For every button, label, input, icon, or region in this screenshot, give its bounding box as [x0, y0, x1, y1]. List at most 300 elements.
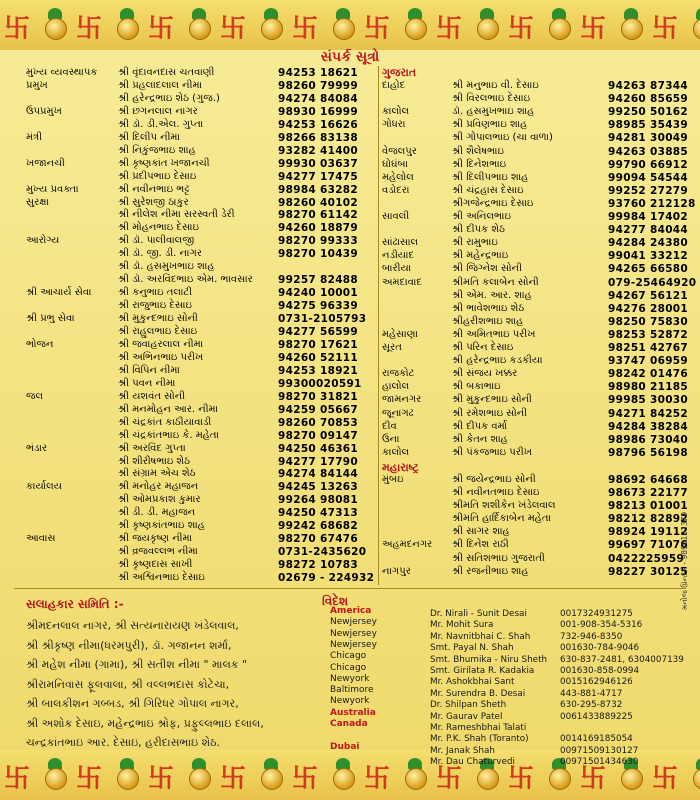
- abroad-name: Dr. Shilpan Sheth: [430, 700, 507, 711]
- contact-name: શ્રી સુરેશજી ઠાકુર: [118, 196, 189, 208]
- abroad-phone: 00971501434630: [560, 757, 639, 768]
- abroad-name: Mr. Dau Chaturvedi: [430, 757, 515, 768]
- contact-name: શ્રી રમેશભાઇ સોની: [452, 407, 528, 419]
- contact-name: શ્રી છગનલાલ નાગર: [118, 105, 198, 117]
- kalash-pot-icon: [621, 18, 643, 40]
- contact-category: વેજલપુર: [382, 145, 417, 157]
- contact-phone: 93760 212128: [608, 197, 696, 210]
- kalash-pot-icon: [405, 18, 427, 40]
- contact-phone: 98980 21185: [608, 381, 689, 394]
- contact-name: શ્રી જયકૃષ્ણ નીમા: [118, 533, 193, 545]
- abroad-name: Smt. Bhumika - Niru Sheth: [430, 654, 548, 665]
- contact-name: શ્રી ચંદ્રકાંત કાઠીયાવાડી: [118, 416, 212, 428]
- contact-name: શ્રી બકાભાઇ: [452, 381, 501, 393]
- contact-category: આવાસ: [26, 533, 56, 545]
- contact-phone: 99264 98081: [278, 494, 359, 507]
- contact-name: શ્રી ચંદ્રકાંતભાઇ કે. મહેતા: [118, 429, 219, 441]
- contact-name: શ્રીહરીશભાઇ શાહ: [452, 315, 524, 327]
- kalash-icon: [114, 756, 140, 790]
- contact-phone: 94263 03885: [608, 145, 689, 158]
- contact-phone: 99252 27279: [608, 184, 689, 197]
- contact-name: શ્રી મનુભાઇ વી. દેસાઇ: [452, 80, 539, 91]
- contact-name: શ્રી સંજય ખક્કર: [452, 368, 518, 380]
- contact-name: શ્રી રાજુભાઇ દેસાઇ: [118, 300, 192, 312]
- country-label: Newjersey: [330, 628, 377, 639]
- contact-phone: 0731-2105793: [278, 313, 367, 326]
- abroad-phone: 630-837-2481, 6304007139: [560, 654, 684, 665]
- country-label: Newjersey: [330, 639, 377, 650]
- printer-credit: મનોજ પ્રિન્ટર્સ - 9898102379: [680, 511, 689, 610]
- contact-category: સાવલી: [382, 211, 410, 222]
- abroad-phone: 00971509130127: [560, 745, 639, 756]
- contact-phone: 98270 09147: [278, 429, 359, 442]
- abroad-name: Mr. Rameshbhai Talati: [430, 723, 527, 733]
- kalash-pot-icon: [45, 768, 67, 790]
- contact-category: વડોદરા: [382, 184, 410, 196]
- contact-category: શ્રી આચાર્ય સેવા: [26, 287, 92, 299]
- contact-phone: 98270 67476: [278, 533, 359, 546]
- kalash-icon: [618, 6, 644, 40]
- abroad-name: Mr. Navnitbhai C. Shah: [430, 631, 531, 642]
- contact-phone: 99930 03637: [278, 157, 359, 170]
- abroad-phone: 630-295-8732: [560, 700, 623, 711]
- swastika-icon: 卐: [364, 14, 391, 44]
- contact-name: શ્રી ચંદ્રહાસ દેસાઇ: [452, 184, 524, 196]
- contact-name: શ્રી પ્રવિણભાઇ શાહ: [452, 119, 528, 131]
- contact-phone: 98260 79999: [278, 79, 359, 92]
- contact-phone: 94259 05667: [278, 403, 359, 416]
- contact-name: શ્રી જિગ્નેશ સોની: [452, 263, 522, 275]
- contact-name: શ્રી કૃષ્ણકાંતભાઇ શાહ: [118, 520, 205, 532]
- contact-category: પ્રમુખ: [26, 79, 48, 91]
- swastika-icon: 卐: [292, 14, 319, 44]
- contact-category: દીવ: [382, 420, 397, 432]
- contact-name: શ્રી સાગર શાહ: [452, 526, 510, 538]
- contact-name: શ્રી ગોપાલભાઇ (ચા વાળા): [452, 132, 553, 144]
- contact-name: શ્રી હરેન્દ્રભાઇ કડકીયા: [452, 355, 543, 367]
- contact-category: કાલોલ: [382, 106, 410, 118]
- contact-name: શ્રી હરેન્દ્રભાઇ શેઠ (ગુજ.): [118, 92, 220, 104]
- abroad-phone: 001630-858-0994: [560, 666, 640, 676]
- contact-phone: 99094 54544: [608, 171, 689, 184]
- contact-name: શ્રી અમિતભાઇ પરીખ: [452, 328, 536, 340]
- contact-name: શ્રી યશવંત સોની: [118, 390, 186, 402]
- contact-phone: 98253 52872: [608, 328, 689, 341]
- country-label: Newyork: [330, 696, 370, 707]
- contact-name: શ્રી અશ્વિનભાઇ દેસાઇ: [118, 572, 205, 584]
- contact-phone: 98270 10439: [278, 248, 359, 261]
- contact-phone: 98270 99333: [278, 235, 359, 248]
- contact-name: શ્રી દિલીપભાઇ શાહ: [452, 171, 529, 183]
- contact-phone: 94250 47313: [278, 507, 359, 520]
- contact-category: ભોજન: [26, 338, 54, 350]
- contact-phone: 99250 50162: [608, 106, 689, 119]
- contact-phone: 94245 13263: [278, 481, 359, 494]
- contact-category: બારીયા: [382, 263, 412, 275]
- contact-phone: 94274 84084: [278, 92, 359, 105]
- kalash-pot-icon: [549, 18, 571, 40]
- contact-category: મહેસાણા: [382, 328, 418, 340]
- contact-phone: 98986 73040: [608, 433, 689, 446]
- contact-phone: 94281 30049: [608, 132, 689, 145]
- kalash-icon: [42, 6, 68, 40]
- contact-phone: 94277 84044: [608, 224, 689, 237]
- kalash-icon: [690, 6, 700, 40]
- abroad-name: Smt. Payal N. Shah: [430, 643, 514, 654]
- contact-phone: 99300020591: [278, 377, 362, 390]
- contact-name: શ્રી દીપક વર્મા: [452, 420, 508, 432]
- contact-name: શ્રી વિપિન નીમા: [118, 364, 180, 376]
- contact-name: શ્રી વૃંદાવનદાસ ચતવાણી: [118, 67, 215, 78]
- abroad-title: વિદેશ: [322, 594, 349, 608]
- country-label: Dubai: [330, 741, 360, 752]
- kalash-pot-icon: [333, 768, 355, 790]
- contact-name: શ્રી નીલેશ નીમા સરસ્વતી ડેરી: [118, 209, 235, 221]
- contact-phone: 94277 56599: [278, 326, 359, 338]
- contact-category: ઘોઘંબા: [382, 158, 409, 170]
- contact-name: શ્રીમતિ કલાબેન સોની: [452, 276, 539, 288]
- advisory-line: ચન્દ્રકાંતભાઇ આર. દેસાઇ, હરીદાસભાઇ શેઠ.: [26, 736, 220, 749]
- advisory-line: શ્રીમદનલાલ નાગર, શ્રી સત્યનારાયણ ખંડેલવાલ,: [26, 619, 239, 632]
- contact-phone: 99041 33212: [608, 250, 689, 263]
- contact-phone: 98692 64668: [608, 473, 689, 486]
- contact-phone: 94271 84252: [608, 407, 689, 420]
- kalash-pot-icon: [261, 768, 283, 790]
- country-label: Chicago: [330, 662, 367, 673]
- country-label: Baltimore: [330, 685, 374, 696]
- abroad-name: Mr. Ashokbhai Sant: [430, 677, 515, 688]
- contact-name: શ્રી અનિલભાઇ: [452, 211, 511, 222]
- swastika-icon: 卐: [364, 764, 391, 794]
- swastika-icon: 卐: [4, 764, 31, 794]
- contact-name: શ્રી એમ. આર. શાહ: [452, 289, 532, 301]
- column-divider: [378, 66, 379, 585]
- contact-phone: 94277 17790: [278, 455, 359, 468]
- contact-phone: 99790 66912: [608, 158, 689, 171]
- swastika-icon: 卐: [220, 764, 247, 794]
- abroad-name: Mr. P.K. Shah (Toranto): [430, 734, 529, 745]
- country-label: America: [330, 606, 372, 616]
- contact-name: શ્રીમતિ હાર્દિકાબેન મહેતા: [452, 513, 551, 525]
- contact-name: શ્રી નિકુંજભાઇ શાહ: [118, 144, 196, 156]
- abroad-name: Mr. Janak Shah: [430, 745, 495, 756]
- contact-phone: 94277 17475: [278, 170, 359, 183]
- contact-name: શ્રીગજેન્દ્રભાઇ દેસાઇ: [452, 197, 534, 209]
- kalash-pot-icon: [693, 18, 700, 40]
- contact-name: શ્રી જવાહરલાલ નીમા: [118, 338, 204, 350]
- contact-phone: 99697 71076: [608, 539, 689, 552]
- contact-name: શ્રી પરિન દેસાઇ: [452, 342, 514, 353]
- kalash-pot-icon: [117, 18, 139, 40]
- contact-name: શ્રી કૃષ્ણદાસ સાખી: [118, 559, 193, 571]
- contact-name: શ્રી મુકુન્દભાઇ સોની: [452, 394, 532, 406]
- contact-category: શ્રી પ્રભુ સેવા: [26, 313, 75, 325]
- kalash-pot-icon: [117, 768, 139, 790]
- contact-phone: 94275 96339: [278, 300, 359, 313]
- swastika-icon: 卐: [148, 764, 175, 794]
- abroad-phone: 001630-784-9046: [560, 643, 640, 654]
- contact-name: શ્રી રજનીભાઇ શાહ: [452, 565, 529, 577]
- contact-phone: 0422225959: [608, 552, 685, 565]
- contact-name: શ્રી સંગ્રામ એચ શેઠ: [118, 468, 196, 480]
- kalash-icon: [330, 756, 356, 790]
- contact-phone: 98242 01476: [608, 368, 689, 381]
- swastika-icon: 卐: [652, 764, 679, 794]
- country-label: Canada: [330, 719, 368, 729]
- contact-phone: 98260 40102: [278, 196, 359, 209]
- section-gujarat: ગુજરાત: [382, 66, 417, 79]
- contact-phone: 079-25464920: [608, 276, 697, 289]
- contact-name: શ્રી મનમોહન આર. નીમા: [118, 403, 219, 415]
- contact-name: શ્રી મનોહર મહાજન: [118, 481, 199, 493]
- contact-phone: 98673 22177: [608, 487, 689, 499]
- contact-name: શ્રી દિનેશભાઇ: [452, 158, 507, 170]
- swastika-icon: 卐: [4, 14, 31, 44]
- contact-name: શ્રી ઓમપ્રકાશ કુમાર: [118, 494, 201, 506]
- contact-category: સૂરત: [382, 342, 402, 353]
- contact-phone: 98213 01001: [608, 500, 689, 513]
- abroad-phone: 732-946-8350: [560, 631, 623, 642]
- kalash-pot-icon: [189, 18, 211, 40]
- country-label: Australia: [330, 707, 376, 718]
- contact-name: શ્રી ભાવેશભાઇ શેઠ: [452, 302, 525, 314]
- contact-phone: 99242 68682: [278, 520, 359, 533]
- swastika-icon: 卐: [148, 14, 175, 44]
- swastika-icon: 卐: [580, 14, 607, 44]
- contact-name: શ્રી અરવિંદ ગુપ્તા: [118, 442, 186, 454]
- kalash-icon: [186, 6, 212, 40]
- abroad-name: Smt. Girilata R. Kadakia: [430, 666, 535, 676]
- contact-category: અમદાવાદ: [382, 276, 422, 288]
- contact-phone: 94263 87344: [608, 80, 689, 92]
- contact-phone: 94260 52111: [278, 351, 359, 364]
- kalash-pot-icon: [621, 768, 643, 790]
- kalash-icon: [402, 6, 428, 40]
- swastika-icon: 卐: [580, 764, 607, 794]
- country-label: Chicago: [330, 651, 367, 662]
- kalash-icon: [402, 756, 428, 790]
- country-label: Newyork: [330, 673, 370, 684]
- swastika-icon: 卐: [436, 764, 463, 794]
- contact-name: શ્રી નવીનતભાઇ દેસાઇ: [452, 487, 540, 498]
- contact-category: કાલોલ: [382, 446, 410, 458]
- contact-phone: 98260 70853: [278, 416, 359, 429]
- contact-phone: 99984 17402: [608, 211, 689, 223]
- contact-name: શ્રી પંકજભાઇ પરીખ: [452, 446, 532, 458]
- contact-name: શ્રી જયેન્દ્રભાઇ સોની: [452, 473, 536, 485]
- contact-name: શ્રીમતિ શશીકેન ખંડેલવાલ: [452, 500, 556, 512]
- contact-name: શ્રી શૈલેષભાઇ: [452, 145, 504, 157]
- kalash-pot-icon: [477, 768, 499, 790]
- contact-name: શ્રી કનુભાઇ તલાટી: [118, 287, 193, 299]
- kalash-pot-icon: [693, 768, 700, 790]
- contact-phone: 98272 10783: [278, 559, 359, 572]
- swastika-icon: 卐: [436, 14, 463, 44]
- contact-name: ડૉ. હસમુખભાઇ શાહ: [452, 106, 535, 118]
- abroad-phone: 0014169185054: [560, 734, 633, 745]
- contact-name: શ્રી મોહનભાઇ દેસાઇ: [118, 222, 199, 234]
- contact-category: મહેલોલ: [382, 171, 414, 183]
- contact-phone: 98985 35439: [608, 119, 689, 132]
- contact-phone: 94284 38284: [608, 420, 689, 433]
- section-maharashtra: મહારાષ્ટ્ર: [382, 460, 419, 474]
- contact-category: દાહોદ: [382, 80, 406, 91]
- swastika-icon: 卐: [76, 14, 103, 44]
- kalash-pot-icon: [405, 768, 427, 790]
- contact-phone: 98984 63282: [278, 183, 359, 196]
- contact-category: ખજાનચી: [26, 157, 65, 169]
- kalash-pot-icon: [45, 18, 67, 40]
- abroad-name: Dr. Nirali - Sunit Desai: [430, 609, 527, 619]
- contact-category: ઉપપ્રમુખ: [26, 105, 62, 117]
- kalash-icon: [42, 756, 68, 790]
- contact-phone: 99257 82488: [278, 274, 359, 287]
- contact-name: શ્રી વ્રજવલ્લભ નીમા: [118, 546, 198, 558]
- contact-phone: 94276 28001: [608, 302, 689, 315]
- contact-category: જામનગર: [382, 394, 422, 406]
- kalash-icon: [258, 6, 284, 40]
- contact-name: શ્રી કેતન શાહ: [452, 433, 508, 445]
- kalash-icon: [114, 6, 140, 40]
- swastika-icon: 卐: [652, 14, 679, 44]
- abroad-phone: 0061433889225: [560, 711, 633, 722]
- contact-phone: 02679 - 224932: [278, 572, 375, 585]
- advisory-line: શ્રી અશોક દેસાઇ, મહેન્દ્રભાઇ શ્રોફ, પ્રફુલ્લભાઇ દલાલ,: [26, 716, 264, 730]
- abroad-name: Mr. Surendra B. Desai: [430, 688, 526, 699]
- kalash-pot-icon: [549, 768, 571, 790]
- contact-name: શ્રી ડૉ. હસમુખભાઇ શાહ: [118, 261, 215, 273]
- contact-category: જૂનાગઢ: [382, 407, 414, 419]
- contact-phone: 94274 84144: [278, 468, 359, 481]
- contact-phone: 93747 06959: [608, 355, 689, 368]
- contact-phone: 94267 56121: [608, 289, 689, 302]
- advisory-line: શ્રી બાલકીશન ગબ્બડ, શ્રી ગિરિધર ગોપાલ નાગર,: [26, 697, 239, 710]
- swastika-icon: 卐: [292, 764, 319, 794]
- contact-phone: 98930 16999: [278, 105, 359, 118]
- abroad-phone: 0017324931275: [560, 609, 633, 619]
- abroad-phone: 0015162946126: [560, 677, 633, 688]
- swastika-icon: 卐: [76, 764, 103, 794]
- abroad-phone: 443-881-4717: [560, 688, 623, 699]
- kalash-icon: [546, 6, 572, 40]
- contact-category: મુખ્ય પ્રવક્તા: [26, 183, 79, 195]
- contact-name: શ્રી નવીનભાઇ ભટ્ટ: [118, 183, 190, 195]
- kalash-icon: [690, 756, 700, 790]
- contact-phone: 98796 56198: [608, 446, 689, 459]
- contact-category: ઉના: [382, 433, 400, 445]
- contact-phone: 94260 85659: [608, 93, 689, 106]
- contact-phone: 98251 42767: [608, 342, 689, 354]
- contact-name: શ્રી ડૉ. ડી.એલ. ગુપ્તા: [118, 118, 204, 130]
- contact-phone: 98270 17621: [278, 338, 359, 351]
- advisory-line: શ્રી મહેશ નીમા (ગામા), શ્રી સતીશ નીમા " માલક ": [26, 658, 248, 671]
- contact-category: કાર્યાલય: [26, 481, 62, 493]
- contact-name: શ્રી રાહુલભાઇ દેસાઇ: [118, 326, 198, 337]
- top-decorative-border: [0, 0, 700, 50]
- contact-phone: 94240 10001: [278, 287, 359, 300]
- contact-name: શ્રી પ્રદીપભાઇ દેસાઇ: [118, 170, 197, 182]
- contact-title: સંપર્ક સૂત્રો: [320, 49, 380, 65]
- contact-name: શ્રી દિલીપ નીમા: [118, 131, 180, 143]
- abroad-name: Mr. Mohit Sura: [430, 620, 494, 631]
- contact-phone: 98270 31821: [278, 390, 359, 403]
- contact-phone: 98924 19112: [608, 526, 689, 539]
- contact-name: શ્રી મુકુન્દભાઇ સોની: [118, 313, 198, 325]
- contact-category: સુરક્ષા: [26, 196, 49, 208]
- contact-category: રાજકોટ: [382, 368, 415, 380]
- swastika-icon: 卐: [508, 764, 535, 794]
- swastika-icon: 卐: [508, 14, 535, 44]
- contact-name: શ્રી સતિશભાઇ ગુજરાતી: [452, 552, 545, 564]
- contact-name: શ્રી ડૉ. જી. ડી. નાગર: [118, 248, 202, 260]
- country-label: Newjersey: [330, 617, 377, 628]
- contact-phone: 94253 18921: [278, 364, 359, 377]
- contact-category: મંત્રી: [26, 131, 43, 143]
- contact-phone: 94250 46361: [278, 442, 359, 455]
- contact-phone: 98250 75830: [608, 315, 689, 328]
- contact-phone: 94265 66580: [608, 263, 689, 276]
- swastika-icon: 卐: [220, 14, 247, 44]
- contact-category: નાગપુર: [382, 565, 411, 577]
- contact-category: અહમદનગર: [382, 539, 433, 551]
- contact-name: શ્રી દિનેશ રાઠી: [452, 539, 509, 551]
- contact-name: શ્રી પવન નીમા: [118, 377, 176, 389]
- contact-phone: 94284 24380: [608, 237, 689, 250]
- contact-phone: 98227 30125: [608, 565, 689, 578]
- kalash-pot-icon: [261, 18, 283, 40]
- kalash-icon: [330, 6, 356, 40]
- kalash-pot-icon: [477, 18, 499, 40]
- contact-category: ભંડાર: [26, 442, 48, 454]
- contact-phone: 94253 16626: [278, 118, 359, 131]
- advisory-line: શ્રીરામનિવાસ ફૂલવાલા, શ્રી વલ્લભદાસ કોટેચા,: [26, 677, 230, 691]
- contact-category: ગોધરા: [382, 119, 406, 131]
- contact-name: શ્રી પ્રહલાદલાલ નીમા: [118, 79, 202, 91]
- contact-category: આરોગ્ય: [26, 235, 60, 247]
- contact-category: હાલોલ: [382, 381, 410, 393]
- contact-phone: 94260 18879: [278, 222, 359, 235]
- contact-name: શ્રી કૃષ્ણકાંત ખજાનચી: [118, 157, 210, 169]
- contact-name: શ્રી ડૉ. અરવિંદભાઇ એમ. ભાવસાર: [118, 274, 253, 286]
- kalash-pot-icon: [333, 18, 355, 40]
- abroad-name: Mr. Gaurav Patel: [430, 711, 503, 722]
- contact-category: મુખ્ય વ્યવસ્થાપક: [26, 67, 98, 78]
- contact-category: નડીયાદ: [382, 250, 415, 262]
- kalash-pot-icon: [189, 768, 211, 790]
- contact-name: શ્રી રામુભાઇ: [452, 237, 498, 249]
- kalash-icon: [474, 6, 500, 40]
- contact-phone: 98266 83138: [278, 131, 359, 144]
- contact-name: શ્રી અભિનભાઇ પરીખ: [118, 351, 204, 363]
- contact-name: શ્રી મહેન્દ્રભાઇ: [452, 250, 509, 262]
- contact-phone: 0731-2435620: [278, 546, 367, 559]
- contact-phone: 98270 61142: [278, 209, 359, 222]
- contact-name: શ્રી શીરીષભાઇ શેઠ: [118, 455, 190, 467]
- contact-name: શ્રી વિરલભાઇ દેસાઇ: [452, 93, 531, 105]
- contact-category: જલ: [26, 390, 44, 402]
- advisory-line: શ્રી શ્રીકૃષ્ણ નીમા(ધરમપુરી), ડૉ. ગજાનન શર્મા,: [26, 638, 232, 652]
- contact-phone: 99985 30030: [608, 394, 689, 407]
- contact-name: શ્રી ડૉ. પાલીવાલજી: [118, 235, 195, 247]
- advisory-title: સલાહકાર સમિતિ :-: [26, 597, 124, 611]
- contact-name: શ્રી ડી. ડી. મહાજન: [118, 507, 196, 519]
- contact-phone: 98212 82892: [608, 513, 689, 526]
- kalash-icon: [186, 756, 212, 790]
- contact-category: મુંબઇ: [382, 473, 404, 485]
- contact-category: સાંઢાસાલ: [382, 237, 419, 249]
- abroad-phone: 001-908-354-5316: [560, 620, 643, 631]
- contact-name: શ્રી દીપક શેઠ: [452, 224, 505, 236]
